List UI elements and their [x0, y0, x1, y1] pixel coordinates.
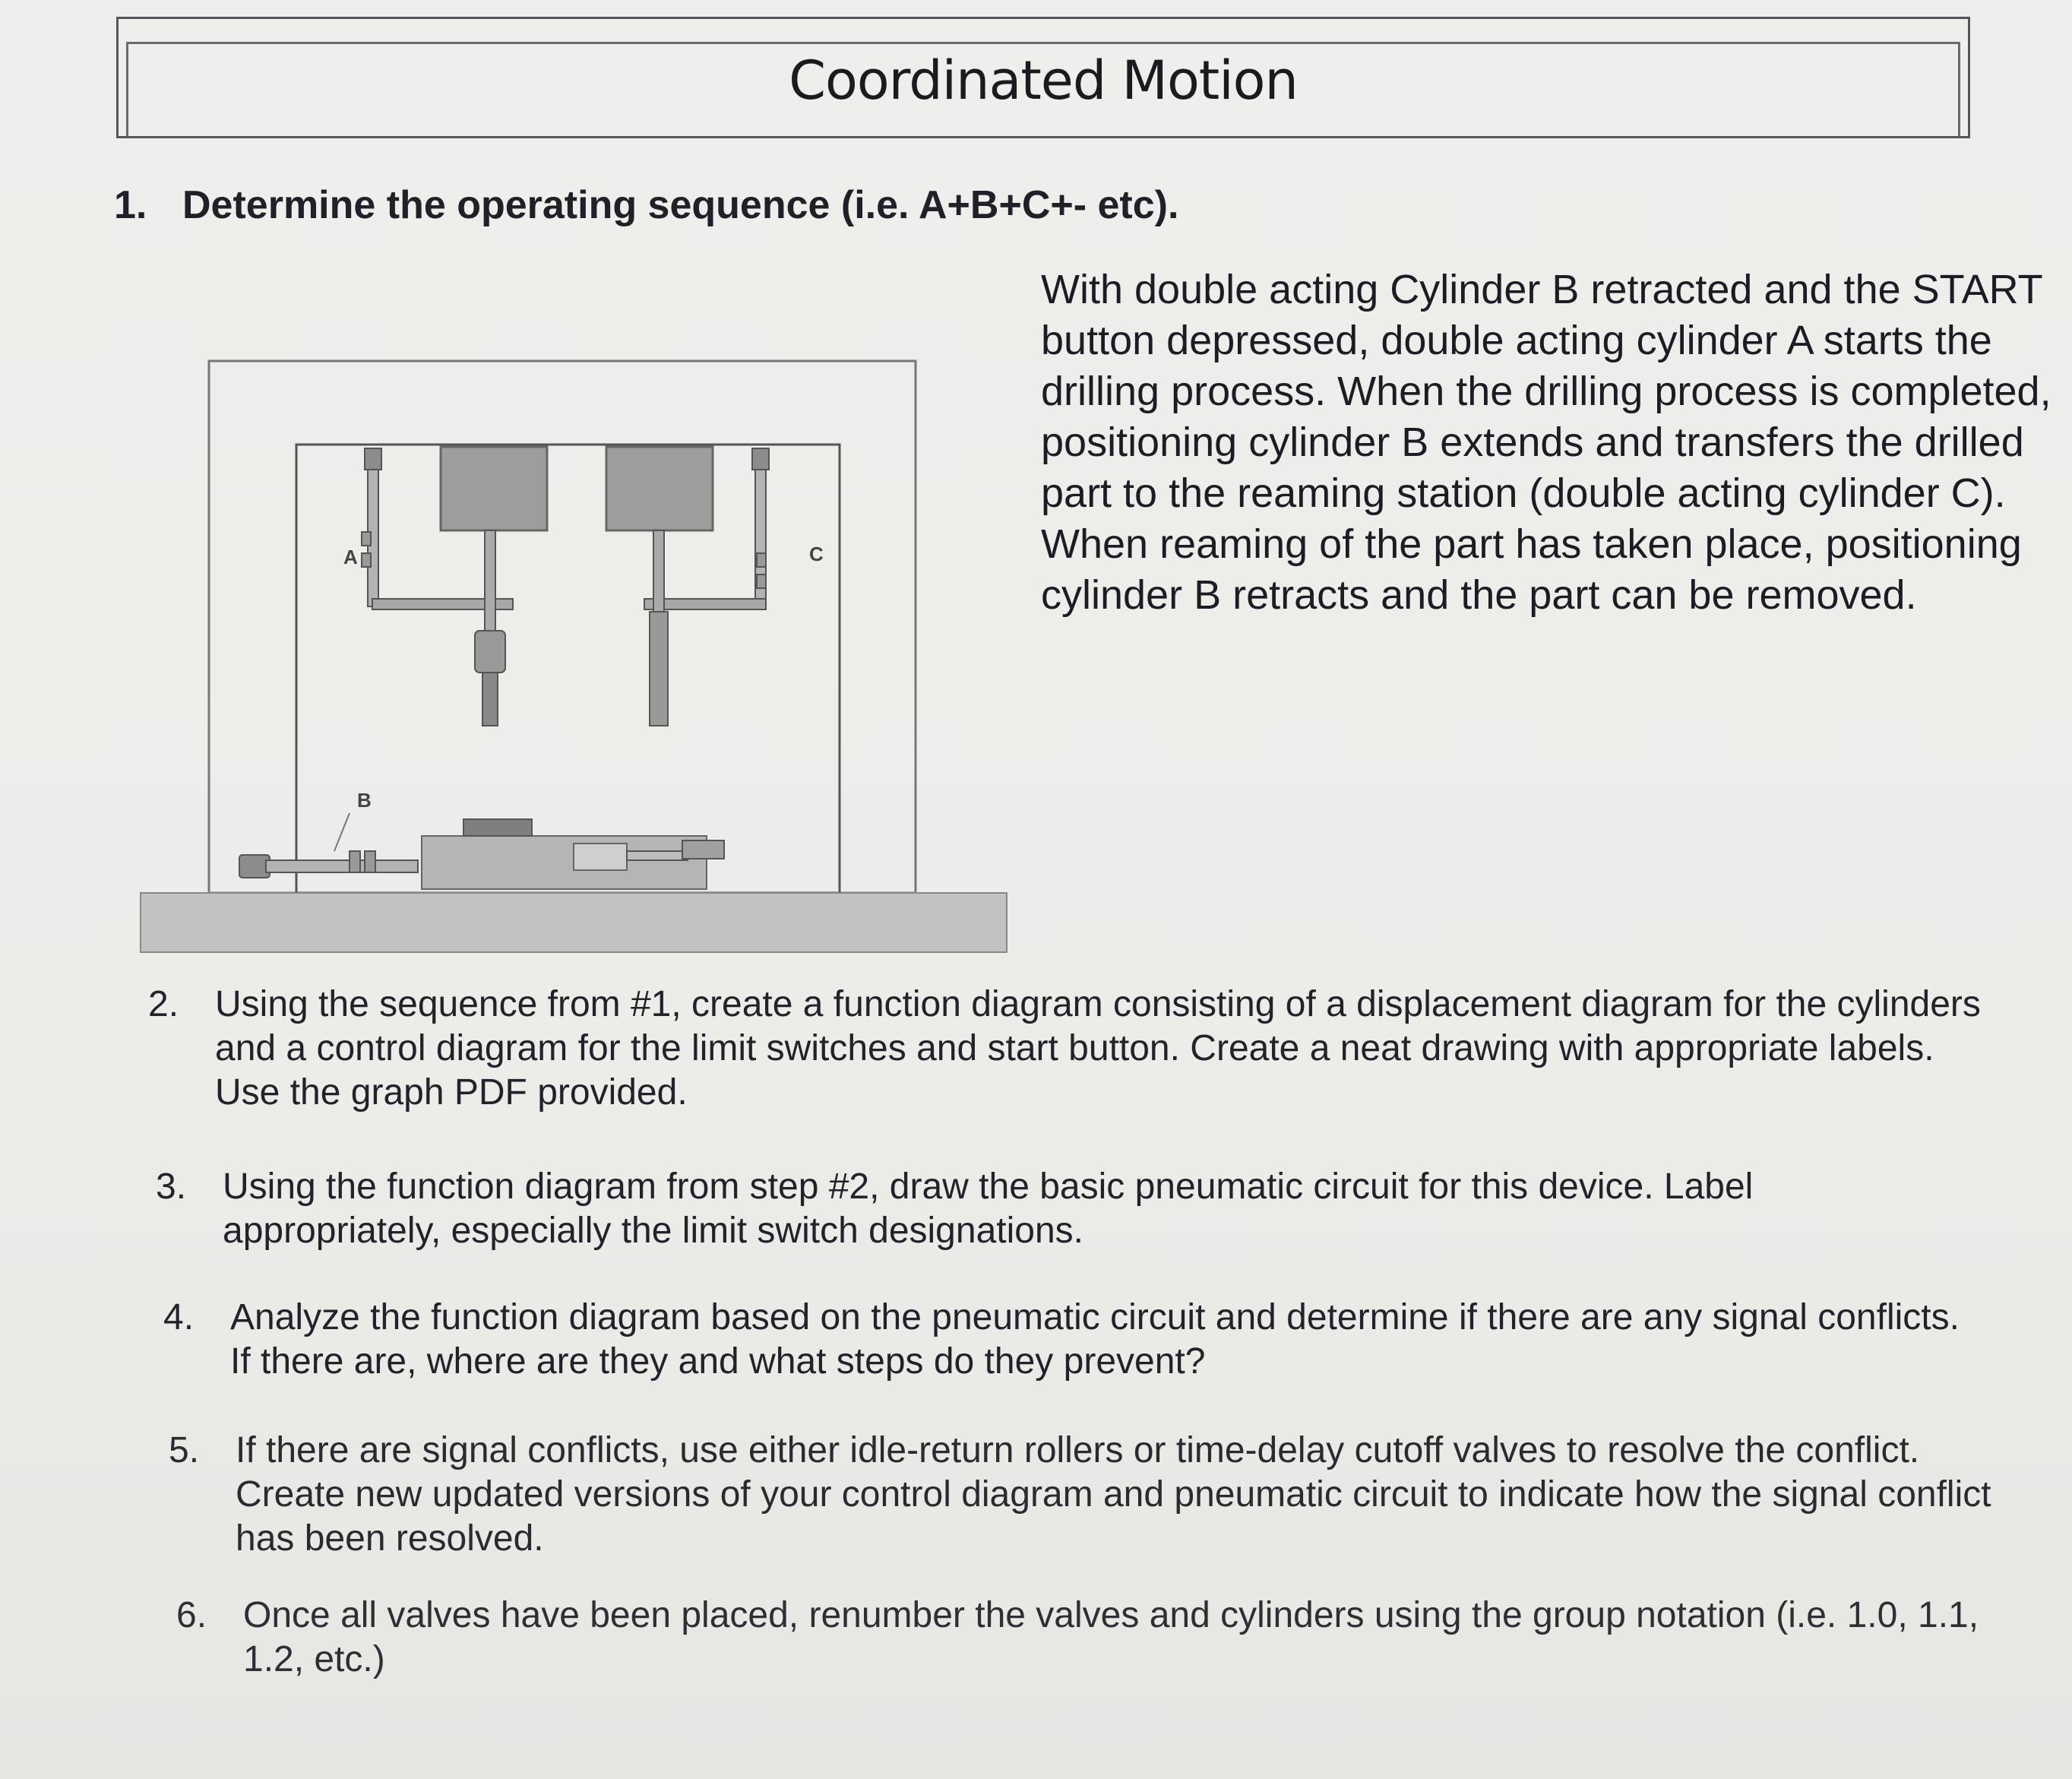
slide-bracket [574, 844, 627, 870]
slide-rod [627, 851, 688, 860]
question-4 [163, 1296, 1987, 1384]
cylinder-a-switch-2 [362, 553, 371, 567]
cylinder-c-switch-1 [757, 553, 766, 567]
cylinder-b-label: B [357, 789, 372, 812]
drill-head [441, 447, 547, 530]
question-1 [114, 182, 1178, 228]
question-5-text: If there are signal conflicts, use either idle-return rollers or time-delay cutoff valves to resolve the conflict. Create new updated versions of your control diagram and pneumatic circuit to indicate how the signal conflict has been resolved. [236, 1430, 1991, 1559]
ream-spindle [653, 530, 664, 614]
cylinder-b-body [266, 860, 418, 872]
machine-outer-frame [209, 361, 916, 893]
question-1-text: Determine the operating sequence (i.e. A+B+C+- etc). [182, 183, 1179, 227]
question-5-number: 5. [169, 1430, 200, 1470]
base-plate [141, 893, 1007, 952]
cylinder-c-switch-2 [757, 575, 766, 588]
question-6-number: 6. [176, 1595, 207, 1635]
cylinder-a-label: A [343, 546, 358, 568]
drill-bit [482, 673, 498, 726]
title-frame [116, 17, 1970, 138]
question-2-text: Using the sequence from #1, create a function diagram consisting of a displacement diagram for the cylinders and a control diagram for the limit switches and start button. Create a neat drawing with appropriate labels. Use the graph PDF provided. [215, 984, 1981, 1113]
question-4-text: Analyze the function diagram based on the pneumatic circuit and determine if there are any signal conflicts. If there are, where are they and what steps do they prevent? [230, 1297, 1960, 1382]
drilling-reaming-station-figure [137, 357, 1011, 958]
cylinder-b-switch-1 [350, 851, 360, 872]
question-3-text: Using the function diagram from step #2, draw the basic pneumatic circuit for this device. Label appropriately, especially the limit switch designations. [223, 1166, 1754, 1251]
question-6 [176, 1594, 2015, 1682]
workpiece [463, 819, 532, 836]
cylinder-a-cap [365, 448, 381, 470]
question-5 [169, 1429, 2007, 1561]
drill-spindle [485, 530, 495, 637]
question-2-number: 2. [148, 984, 179, 1024]
question-3-number: 3. [156, 1166, 187, 1207]
page-title: Coordinated Motion [789, 49, 1298, 112]
slide-stop [682, 840, 724, 859]
reamer-tool [650, 612, 668, 726]
cylinder-c-cap [752, 448, 769, 470]
question-2 [148, 983, 1987, 1115]
cylinder-b-limit-lever [334, 813, 350, 851]
question-3 [156, 1165, 1979, 1253]
slide-base [422, 836, 707, 889]
cylinder-b-switch-2 [365, 851, 375, 872]
question-1-number: 1. [114, 183, 147, 227]
cylinder-c-label: C [809, 543, 824, 565]
question-4-number: 4. [163, 1297, 195, 1337]
drill-chuck [475, 631, 505, 673]
ream-head [606, 447, 713, 530]
process-description: With double acting Cylinder B retracted and the START button depressed, double acting cylinder A starts the drilling process. When the drilling process is completed, positioning cylinder B extends and transfers the drilled part to the reaming station (double acting cylinder C). When reaming of the part has taken place, positioning cylinder B retracts and the part can be removed. [1041, 267, 2051, 618]
cylinder-a-switch-1 [362, 532, 371, 546]
question-6-text: Once all valves have been placed, renumber the valves and cylinders using the group notation (i.e. 1.0, 1.1, 1.2, etc.) [243, 1595, 1979, 1679]
